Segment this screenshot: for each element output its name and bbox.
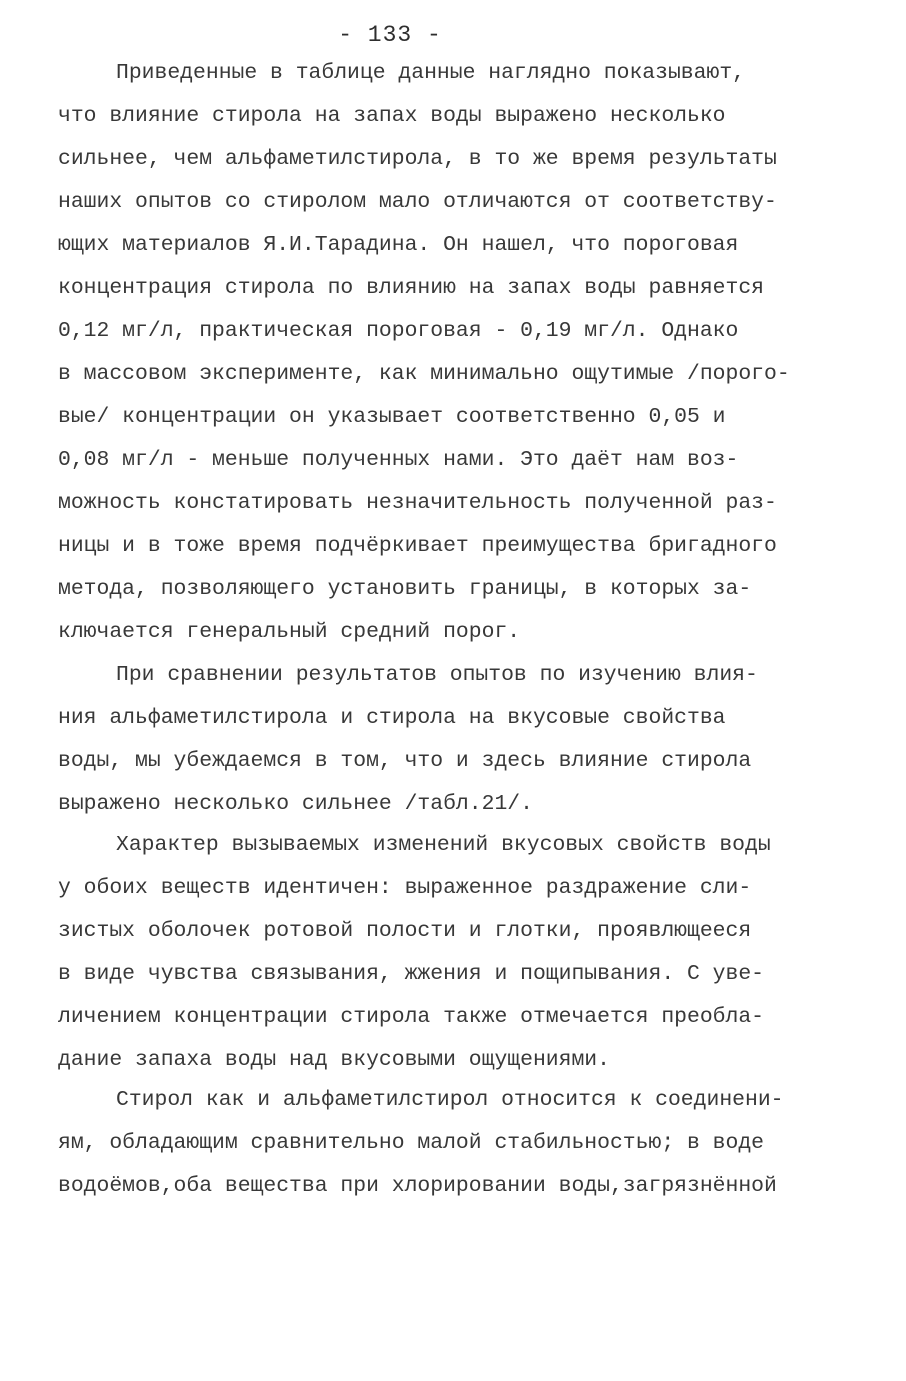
text-line: концентрация стирола по влиянию на запах воды равняется [58,276,765,300]
text-line: сильнее, чем альфаметилстирола, в то же время результаты [58,147,777,171]
text-line: ющих материалов Я.И.Тарадина. Он нашел, что пороговая [58,233,739,257]
text-line: что влияние стирола на запах воды выражено несколько [58,104,726,128]
text-line: ключается генеральный средний порог. [58,620,521,644]
text-line: Стирол как и альфаметилстирол относится к соединени- [116,1088,784,1112]
text-line: наших опытов со стиролом мало отличаются от соответству- [58,190,777,214]
text-line: личением концентрации стирола также отмечается преобла- [58,1005,765,1029]
text-line: Приведенные в таблице данные наглядно показывают, [116,61,745,85]
text-line: в виде чувства связывания, жжения и пощипывания. С уве- [58,962,765,986]
text-line: Характер вызываемых изменений вкусовых свойств воды [116,833,771,857]
text-line: ям, обладающим сравнительно малой стабильностью; в воде [58,1131,765,1155]
text-line: 0,12 мг/л, практическая пороговая - 0,19 мг/л. Однако [58,319,739,343]
text-line: 0,08 мг/л - меньше полученных нами. Это даёт нам воз- [58,448,739,472]
text-line: зистых оболочек ротовой полости и глотки, проявлющееся [58,919,752,943]
text-line: водоёмов,оба вещества при хлорировании воды,загрязнённой [58,1174,777,1198]
text-line: в массовом эксперименте, как минимально ощутимые /порого- [58,362,790,386]
text-line: метода, позволяющего установить границы, в которых за- [58,577,752,601]
text-line: выражено несколько сильнее /табл.21/. [58,792,533,816]
text-line: дание запаха воды над вкусовыми ощущениями. [58,1048,610,1072]
page-number: - 133 - [338,22,442,48]
text-line: При сравнении результатов опытов по изучению влия- [116,663,758,687]
text-line: вые/ концентрации он указывает соответственно 0,05 и [58,405,726,429]
text-line: ницы и в тоже время подчёркивает преимущества бригадного [58,534,777,558]
text-line: воды, мы убеждаемся в том, что и здесь влияние стирола [58,749,752,773]
text-line: ния альфаметилстирола и стирола на вкусовые свойства [58,706,726,730]
text-line: можность констатировать незначительность полученной раз- [58,491,777,515]
text-line: у обоих веществ идентичен: выраженное раздражение сли- [58,876,752,900]
